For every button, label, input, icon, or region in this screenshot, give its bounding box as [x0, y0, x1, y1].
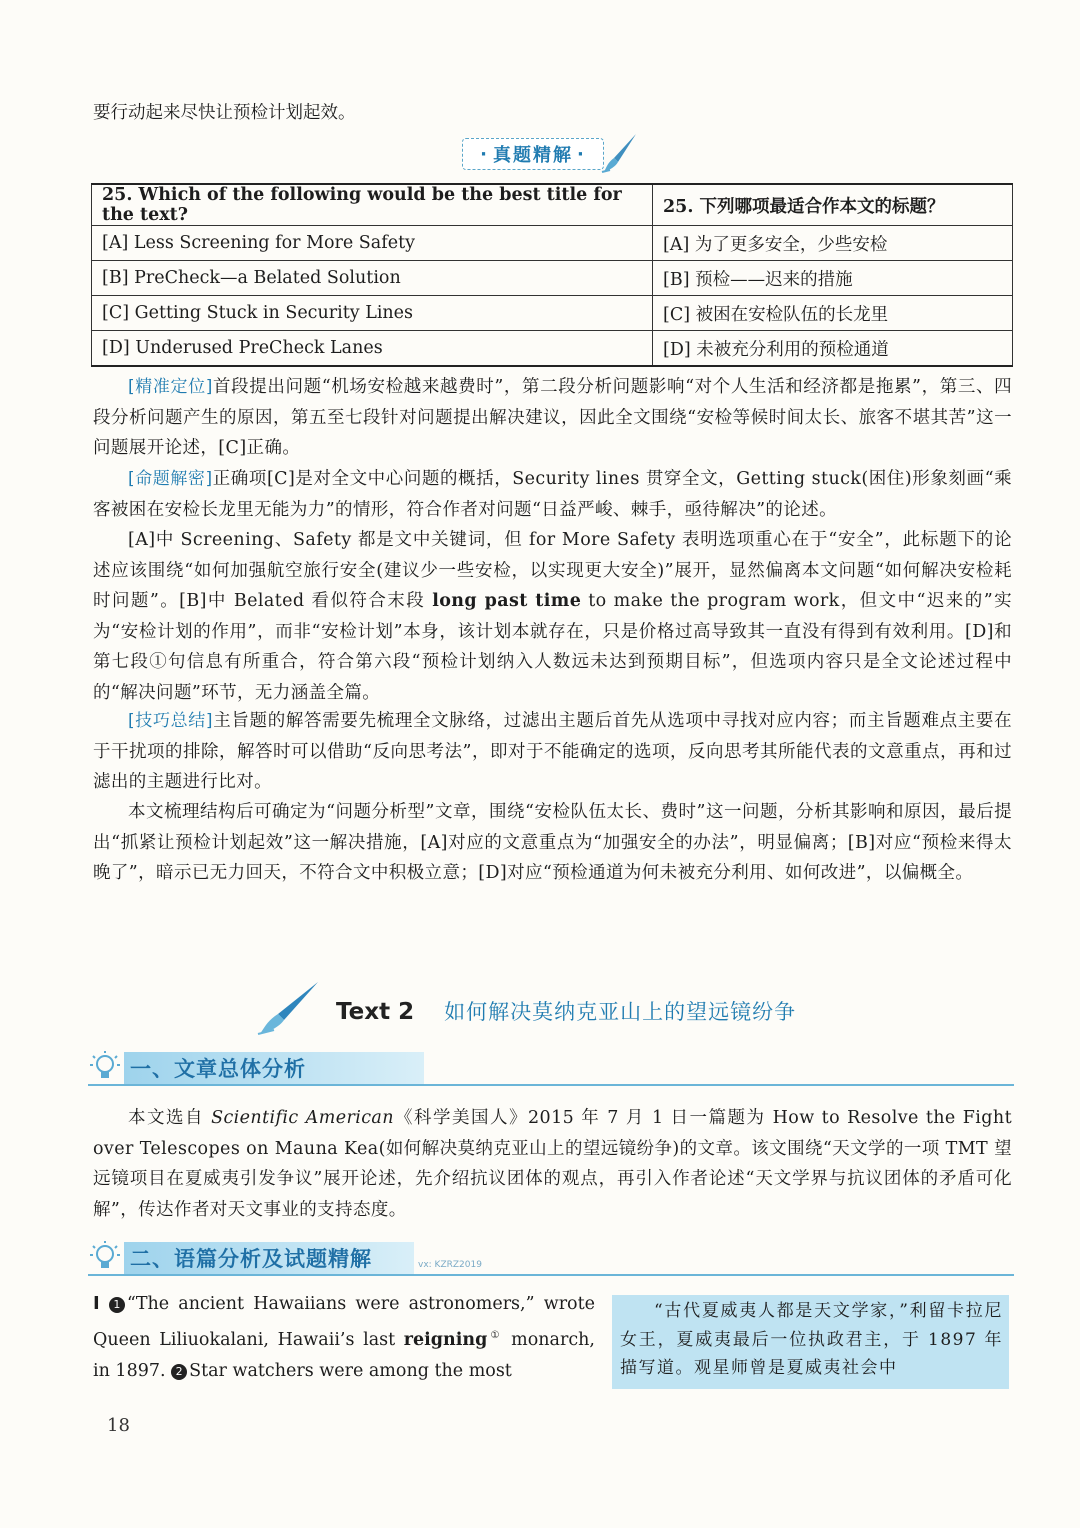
lightbulb-icon [88, 1240, 122, 1274]
analysis-distractors [93, 525, 1012, 708]
watermark: vx: KZRZ2019 [418, 1260, 482, 1270]
analysis-text: 首段提出问题“机场安检越来越费时”，第二段分析问题影响“对个人生活和经济都是拖累”，第三、四段分析问题产生的原因，第五至七段针对问题提出解决建议，因此全文围绕“安检等候时间太长、旅客不堪其苦”这一问题展开论述，[C]正确。 [93, 377, 1012, 458]
passage-paragraph-1 [93, 1288, 595, 1387]
analysis-text: 《科学美国人》2015 年 7 月 1 日一篇题为 How to Resolve the Fight over Telescopes on Mauna Kea(如何解决莫纳克亚山上的望远镜纷争)的文章。该文围绕“天文学的一项 TMT 望远镜项目在夏威夷引发争议”展开论述，先介绍抗议团体的观点，再引入作者论述“天文学界与抗议团体的矛盾可化解”，传达作者对天文事业的支持态度。 [93, 1108, 1012, 1220]
carryover-sentence: 要行动起来尽快让预检计划起效。 [93, 103, 356, 123]
analysis-text: 本文选自 [128, 1108, 212, 1128]
question-table [91, 183, 1013, 367]
sentence-number: 1 [109, 1297, 125, 1313]
text2-subtitle: 如何解决莫纳克亚山上的望远镜纷争 [444, 1000, 797, 1024]
tag-skills: [技巧总结] [128, 711, 213, 731]
paragraph-number: I [93, 1293, 100, 1314]
vocab-word: reigning [403, 1329, 488, 1350]
page-number: 18 [107, 1415, 130, 1436]
option-c-zh: [C] 被困在安检队伍的长龙里 [653, 296, 1013, 331]
text2-title [336, 996, 796, 1026]
option-a-en: [A] Less Screening for More Safety [92, 226, 653, 261]
tag-decoding: [命题解密] [128, 469, 213, 489]
analysis-decoding [93, 464, 1012, 525]
analysis-text: 正确项[C]是对全文中心问题的概括，Security lines 贯穿全文，Getting stuck(困住)形象刻画“乘客被困在安检长龙里无能为力”的情形，符合作者对问题“日益严峻、棘手，亟待解决”的论述。 [93, 469, 1012, 520]
passage-text: monarch, in 1897. [93, 1329, 595, 1381]
section-heading-discourse [88, 1240, 1014, 1276]
brush-icon [600, 132, 640, 174]
magazine-title: Scientific American [211, 1108, 394, 1128]
heading-rule [88, 1274, 1014, 1276]
question-zh: 25. 下列哪项最适合作本文的标题？ [653, 184, 1013, 226]
analysis-text: 主旨题的解答需要先梳理全文脉络，过滤出主题后首先从选项中寻找对应内容；而主旨题难点主要在于干扰项的排除，解答时可以借助“反向思考法”，即对于不能确定的选项，反向思考其所能代表的文意重点，再和过滤出的主题进行比对。 [93, 711, 1012, 792]
option-b-en: [B] PreCheck—a Belated Solution [92, 261, 653, 296]
bold-phrase: long past time [432, 591, 582, 611]
translation-box [612, 1295, 1009, 1389]
analysis-text: to make the program work，但文中“迟来的”实为“安检计划的作用”，而非“安检计划”本身，该计划本就存在，只是价格过高导致其一直没有得到有效利用。[D]和第七段①句信息有所重合，符合第六段“预检计划纳入人数远未达到预期目标”，但选项内容只是全文论述过程中的“解决问题”环节，无力涵盖全篇。 [93, 591, 1012, 703]
heading-rule [88, 1084, 1014, 1086]
overall-analysis-text [93, 1103, 1012, 1225]
option-d-en: [D] Underused PreCheck Lanes [92, 331, 653, 367]
heading-label: 一、文章总体分析 [130, 1057, 306, 1081]
table-row [92, 261, 1013, 296]
analysis-skills [93, 706, 1012, 798]
passage-text: “The ancient Hawaiians were astronomers,” wrote Queen Liliuokalani, Hawaii’s last [93, 1294, 595, 1350]
label-dot: · [577, 143, 586, 165]
sentence-number: 2 [171, 1364, 187, 1380]
lightbulb-icon [88, 1050, 122, 1084]
analysis-positioning [93, 372, 1012, 464]
label-dot: · [480, 143, 489, 165]
brush-icon [256, 980, 322, 1036]
question-en: 25. Which of the following would be the best title for the text? [92, 184, 653, 226]
heading-label: 二、语篇分析及试题精解 [130, 1247, 372, 1271]
section-heading-overall [88, 1050, 1014, 1086]
footnote-mark: ① [487, 1330, 503, 1341]
option-a-zh: [A] 为了更多安全，少些安检 [653, 226, 1013, 261]
option-d-zh: [D] 未被充分利用的预检通道 [653, 331, 1013, 367]
option-b-zh: [B] 预检——迟来的措施 [653, 261, 1013, 296]
table-row [92, 226, 1013, 261]
option-c-en: [C] Getting Stuck in Security Lines [92, 296, 653, 331]
text2-label: Text 2 [336, 999, 415, 1025]
table-row [92, 184, 1013, 226]
zhenti-label-box [462, 138, 604, 170]
tag-positioning: [精准定位] [128, 377, 213, 397]
table-row [92, 296, 1013, 331]
analysis-summary: 本文梳理结构后可确定为“问题分析型”文章，围绕“安检队伍太长、费时”这一问题，分析其影响和原因，最后提出“抓紧让预检计划起效”这一解决措施，[A]对应的文意重点为“加强安全的办法”，明显偏离；[B]对应“预检来得太晚了”，暗示已无力回天，不符合文中积极立意；[D]对应“预检通道为何未被充分利用、如何改进”，以偏概全。 [93, 802, 1012, 883]
zhenti-label: 真题精解 [493, 145, 573, 166]
table-row [92, 331, 1013, 367]
passage-text: Star watchers were among the most [189, 1360, 512, 1381]
analysis-text: [A]中 Screening、Safety 都是文中关键词，但 for More Safety 表明选项重心在于“安全”，此标题下的论述应该围绕“如何加强航空旅行安全(建议少一些安检，以实现更大安全)”展开，显然偏离本文问题“如何解决安检耗时问题”。[B]中 Belated 看似符合末段 [93, 530, 1012, 611]
translation-text: “古代夏威夷人都是天文学家，”利留卡拉尼女王，夏威夷最后一位执政君主，于 1897 年描写道。观星师曾是夏威夷社会中 [620, 1301, 1003, 1378]
